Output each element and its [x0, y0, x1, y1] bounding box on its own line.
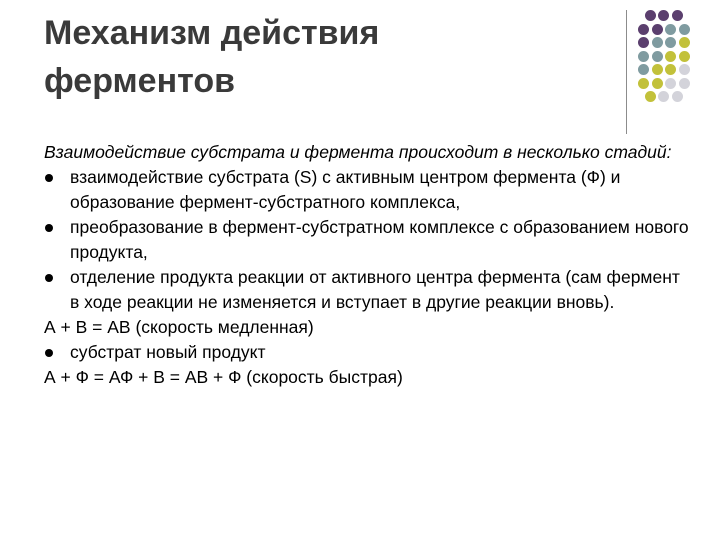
decor-dot-gray — [672, 91, 683, 102]
bullet-dot-icon — [45, 224, 53, 232]
intro-text: Взаимодействие субстрата и фермента происходит в несколько стадий: — [44, 142, 672, 162]
bullet-item — [44, 340, 694, 365]
decor-dot-gray — [679, 78, 690, 89]
equation-fast: А + Ф = АФ + В = АВ + Ф (скорость быстрая) — [44, 367, 403, 387]
bullet-text: взаимодействие субстрата (S) с активным центром фермента (Ф) и образование фермент-субстратного комплекса, — [70, 167, 621, 212]
decor-dot-gray — [658, 91, 669, 102]
decor-dot-purple — [652, 24, 663, 35]
decor-dot-teal — [665, 37, 676, 48]
decor-dot-olive — [665, 64, 676, 75]
bullet-item — [44, 215, 694, 265]
bullet-item — [44, 265, 694, 315]
decor-dot-teal — [652, 37, 663, 48]
decor-dot-olive — [679, 51, 690, 62]
decor-dot-olive — [645, 91, 656, 102]
title-line-2: ферментов — [44, 62, 236, 100]
decor-dot-teal — [638, 51, 649, 62]
decor-dot-purple — [638, 37, 649, 48]
decor-dot-olive — [638, 78, 649, 89]
bullet-text: субстрат новый продукт — [70, 342, 266, 362]
decor-dot-purple — [638, 24, 649, 35]
decor-dot-olive — [652, 78, 663, 89]
title-line-1: Механизм действия — [44, 14, 380, 52]
vertical-divider — [626, 10, 627, 134]
bullet-dot-icon — [45, 349, 53, 357]
decor-dot-purple — [645, 10, 656, 21]
decor-dot-teal — [638, 64, 649, 75]
bullet-text: отделение продукта реакции от активного центра фермента (сам фермент в ходе реакции не изменяется и вступает в другие реакции вновь). — [70, 267, 680, 312]
slide-title — [44, 9, 614, 105]
decor-dot-olive — [652, 64, 663, 75]
decor-dot-purple — [672, 10, 683, 21]
slide-body — [44, 140, 694, 390]
bullet-item — [44, 165, 694, 215]
decor-dot-purple — [658, 10, 669, 21]
decor-dot-gray — [679, 64, 690, 75]
decor-dot-teal — [652, 51, 663, 62]
decorative-dot-grid — [638, 10, 720, 106]
bullet-text: преобразование в фермент-субстратном комплексе с образованием нового продукта, — [70, 217, 689, 262]
decor-dot-teal — [665, 24, 676, 35]
decor-dot-teal — [679, 24, 690, 35]
bullet-dot-icon — [45, 274, 53, 282]
equation-slow: А + В = АВ (скорость медленная) — [44, 317, 314, 337]
bullet-dot-icon — [45, 174, 53, 182]
decor-dot-gray — [665, 78, 676, 89]
decor-dot-olive — [679, 37, 690, 48]
decor-dot-olive — [665, 51, 676, 62]
